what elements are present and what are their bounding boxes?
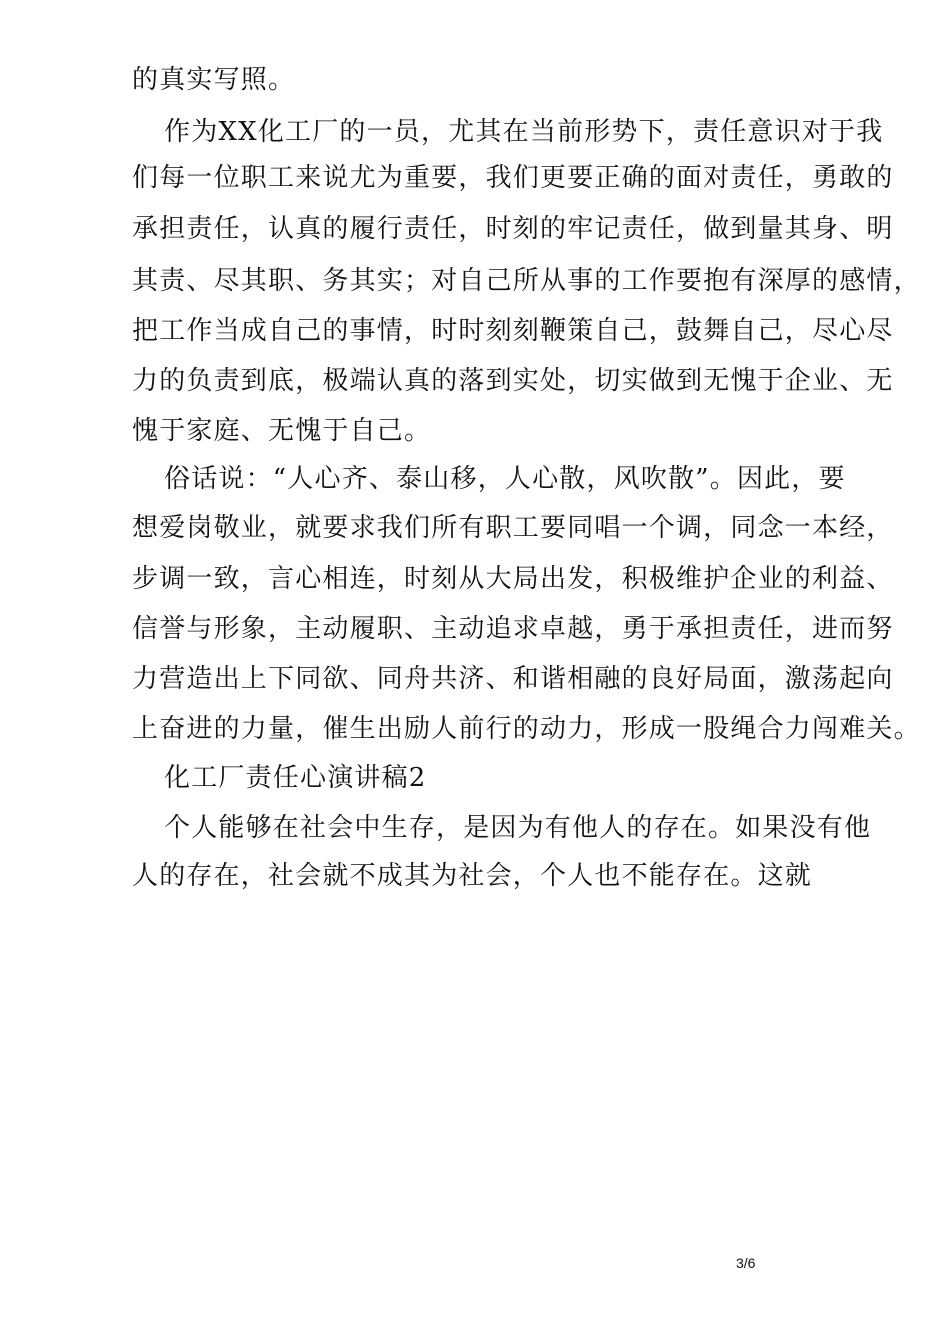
text-line: 其责、尽其职、务其实；对自己所从事的工作要抱有深厚的感情， bbox=[132, 266, 921, 296]
text-line: 们每一位职工来说尤为重要，我们更要正确的面对责任，勇敢的 bbox=[132, 163, 894, 193]
text-line: 力的负责到底，极端认真的落到实处，切实做到无愧于企业、无 bbox=[132, 366, 894, 396]
section-heading: 化工厂责任心演讲稿2 bbox=[164, 763, 427, 793]
text-line: 承担责任，认真的履行责任，时刻的牢记责任，做到量其身、明 bbox=[132, 214, 894, 244]
paragraph-start-line: 个人能够在社会中生存，是因为有他人的存在。如果没有他 bbox=[164, 813, 872, 843]
text-line: 力营造出上下同欲、同舟共济、和谐相融的良好局面，激荡起向 bbox=[132, 664, 894, 694]
paragraph-start-line: 作为XX化工厂的一员，尤其在当前形势下，责任意识对于我 bbox=[164, 117, 884, 147]
page-number: 3/6 bbox=[736, 1255, 756, 1271]
text-line: 上奋进的力量，催生出励人前行的动力，形成一股绳合力闯难关。 bbox=[132, 714, 921, 744]
text-line: 信誉与形象，主动履职、主动追求卓越，勇于承担责任，进而努 bbox=[132, 614, 894, 644]
text-line: 把工作当成自己的事情，时时刻刻鞭策自己，鼓舞自己，尽心尽 bbox=[132, 316, 894, 346]
text-line: 愧于家庭、无愧于自己。 bbox=[132, 416, 432, 446]
paragraph-start-line: 俗话说：“人心齐、泰山移，人心散，风吹散”。因此，要 bbox=[164, 464, 846, 494]
text-line: 人的存在，社会就不成其为社会，个人也不能存在。这就 bbox=[132, 861, 813, 891]
text-line: 的真实写照。 bbox=[132, 65, 296, 95]
text-line: 想爱岗敬业，就要求我们所有职工要同唱一个调，同念一本经， bbox=[132, 513, 894, 543]
text-line: 步调一致，言心相连，时刻从大局出发，积极维护企业的利益、 bbox=[132, 564, 894, 594]
